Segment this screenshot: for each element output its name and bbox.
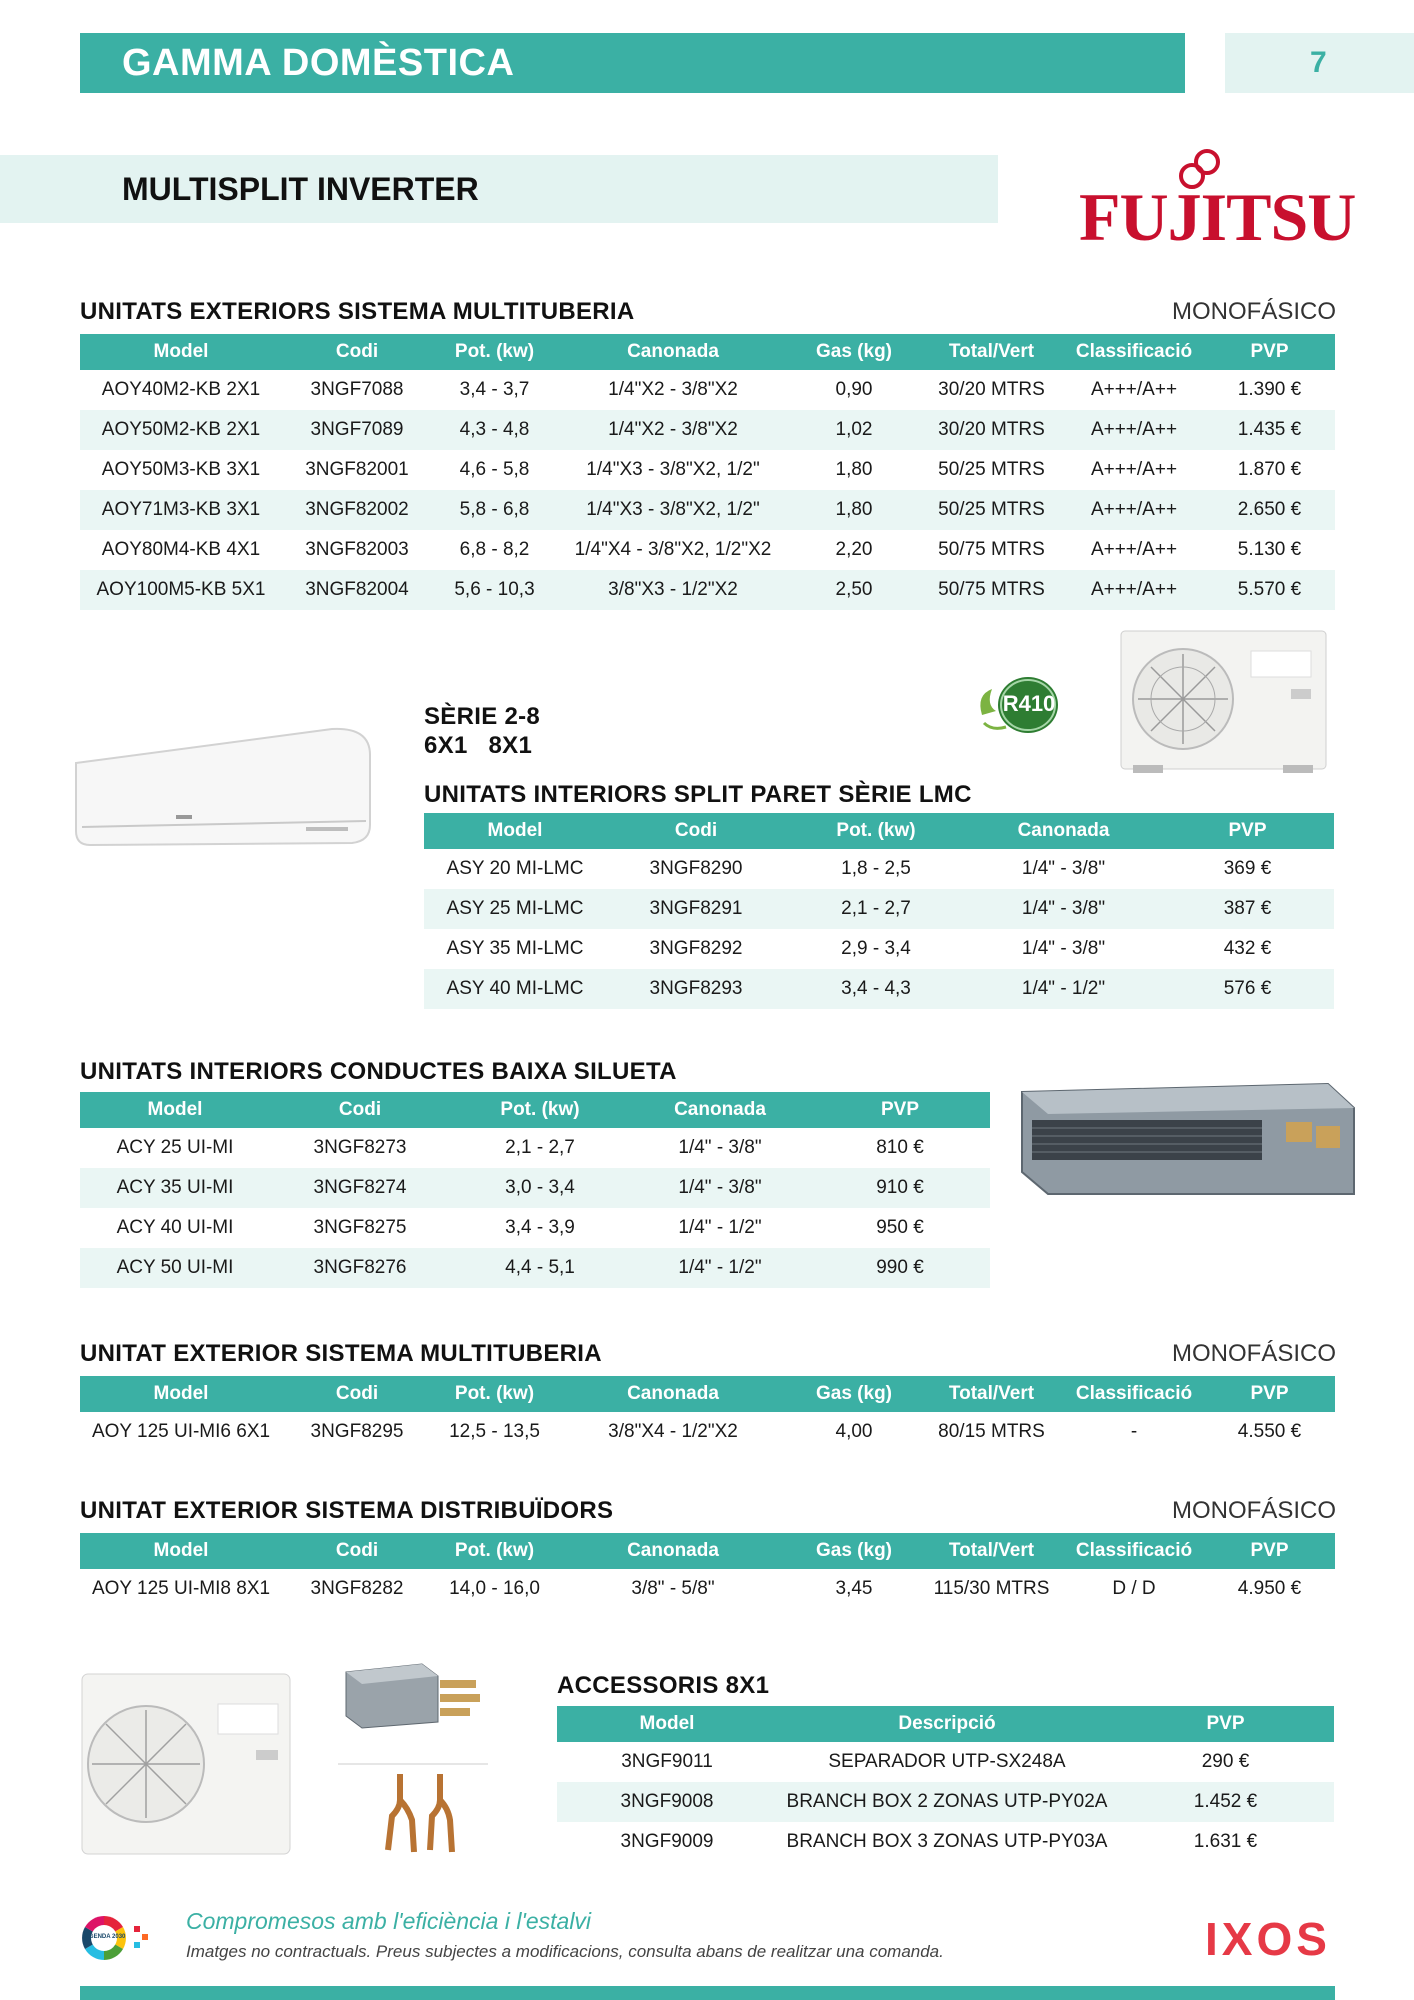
wall-split-image	[70, 715, 375, 865]
table-cell: 3,45	[835, 1578, 873, 1599]
table-cell: A+++/A++	[1064, 410, 1204, 450]
wall-split-table	[424, 813, 1334, 1009]
table-cell: 4,4 - 5,1	[450, 1248, 630, 1288]
table-cell: 1/4" - 1/2"	[630, 1248, 810, 1288]
col-header: Total/Vert	[919, 1533, 1064, 1569]
table-cell: 810 €	[876, 1137, 924, 1158]
table-cell: 30/20 MTRS	[938, 379, 1045, 400]
table-cell: 2,20	[835, 539, 873, 560]
table-cell: AOY71M3-KB 3X1	[80, 490, 282, 530]
col-header: Pot. (kw)	[432, 334, 557, 370]
col-header: PVP	[1204, 1533, 1335, 1569]
col-header: Total/Vert	[919, 1376, 1064, 1412]
table-cell: ASY 25 MI-LMC	[424, 889, 606, 929]
col-header: Codi	[606, 813, 786, 849]
table-cell: 115/30 MTRS	[933, 1578, 1050, 1599]
table-cell: 2,9 - 3,4	[841, 938, 911, 959]
table-cell: 50/25 MTRS	[919, 490, 1064, 530]
table-cell: 3NGF8282	[310, 1578, 404, 1599]
col-header: Codi	[270, 1092, 450, 1128]
col-header: Gas (kg)	[789, 1533, 919, 1569]
table-cell: 990 €	[810, 1248, 990, 1288]
table-cell: BRANCH BOX 3 ZONAS UTP-PY03A	[786, 1831, 1108, 1852]
col-header: Model	[80, 1533, 282, 1569]
table-cell: 50/75 MTRS	[919, 570, 1064, 610]
col-header: PVP	[1204, 1376, 1335, 1412]
col-header: PVP	[1117, 1706, 1334, 1742]
table-cell: 50/75 MTRS	[938, 539, 1045, 560]
section-title: MULTISPLIT INVERTER	[0, 155, 998, 223]
table-cell: 5,6 - 10,3	[432, 570, 557, 610]
col-header: Total/Vert	[919, 334, 1064, 370]
ducts-table	[80, 1092, 990, 1288]
r410-badge	[972, 675, 1064, 735]
table-cell: 3NGF8293	[606, 969, 786, 1009]
table-cell: AOY 125 UI-MI6 6X1	[91, 1421, 271, 1442]
outdoor-distrib-table	[80, 1533, 1335, 1609]
col-header: PVP	[810, 1092, 990, 1128]
table-row	[80, 530, 1335, 570]
table-row	[424, 929, 1334, 969]
table-cell: 4,6 - 5,8	[459, 459, 530, 480]
table-cell: 1/4" - 3/8"	[678, 1137, 762, 1158]
table-cell: 4,00	[835, 1421, 873, 1442]
table-cell: D / D	[1112, 1578, 1156, 1599]
col-header: Model	[424, 813, 606, 849]
table-row	[557, 1742, 1334, 1782]
table-cell: 30/20 MTRS	[919, 410, 1064, 450]
table-cell: 4,3 - 4,8	[432, 410, 557, 450]
table-cell: 1/4" - 3/8"	[966, 889, 1161, 929]
serie-line1: SÈRIE 2-8	[424, 703, 541, 730]
table-cell: AOY40M2-KB 2X1	[101, 379, 261, 400]
table-cell: 3NGF9008	[557, 1782, 777, 1822]
agenda-2030-label: AGENDA 2030	[84, 1934, 126, 1940]
table-cell: -	[1130, 1421, 1138, 1442]
col-header: Model	[80, 1092, 270, 1128]
table-cell: 12,5 - 13,5	[449, 1421, 540, 1442]
outdoor-unit-8x1-image	[76, 1668, 296, 1863]
col-header: Model	[80, 1376, 282, 1412]
table-cell: 1.631 €	[1193, 1831, 1258, 1852]
table-cell: 3/8" - 5/8"	[631, 1578, 715, 1599]
table-cell: ACY 35 UI-MI	[80, 1168, 270, 1208]
col-header: Classificació	[1064, 1376, 1204, 1412]
table-cell: A+++/A++	[1090, 379, 1178, 400]
table-cell: A+++/A++	[1064, 570, 1204, 610]
table-cell: 1/4"X3 - 3/8"X2, 1/2"	[586, 459, 760, 480]
table-row	[424, 889, 1334, 929]
col-header: Codi	[282, 334, 432, 370]
table-cell: AOY80M4-KB 4X1	[101, 539, 261, 560]
col-header: Canonada	[557, 334, 789, 370]
col-header: Model	[557, 1706, 777, 1742]
col-header: Pot. (kw)	[432, 1533, 557, 1569]
table-cell: 80/15 MTRS	[938, 1421, 1045, 1442]
table-cell: 1,02	[789, 410, 919, 450]
table-cell: SEPARADOR UTP-SX248A	[828, 1751, 1066, 1772]
footer-disclaimer: Imatges no contractuals. Preus subjectes a modificacions, consulta abans de realitzar una comanda.	[186, 1942, 944, 1961]
table-row	[80, 1168, 990, 1208]
table-cell: 1/4" - 1/2"	[678, 1217, 762, 1238]
outdoor-single-phase: MONOFÁSICO	[1172, 1340, 1337, 1367]
r410-label: R410	[1002, 691, 1056, 716]
separator-box-image	[342, 1658, 490, 1730]
table-cell: 3NGF8276	[270, 1248, 450, 1288]
table-cell: 3NGF8291	[606, 889, 786, 929]
col-header: PVP	[1204, 334, 1335, 370]
table-cell: 387 €	[1161, 889, 1334, 929]
table-cell: 3/8"X3 - 1/2"X2	[557, 570, 789, 610]
table-cell: 2,50	[789, 570, 919, 610]
table-cell: 0,90	[835, 379, 873, 400]
table-cell: 1/4"X3 - 3/8"X2, 1/2"	[557, 490, 789, 530]
outdoor-multi-table	[80, 334, 1335, 610]
table-row	[80, 1208, 990, 1248]
table-cell: 3NGF8295	[310, 1421, 404, 1442]
table-cell: 50/25 MTRS	[938, 459, 1045, 480]
table-cell: 3,4 - 3,7	[459, 379, 530, 400]
table-cell: BRANCH BOX 2 ZONAS UTP-PY02A	[777, 1782, 1117, 1822]
table-cell: 3,0 - 3,4	[450, 1168, 630, 1208]
table-cell: 950 €	[876, 1217, 924, 1238]
table-row	[80, 450, 1335, 490]
col-header: Gas (kg)	[789, 334, 919, 370]
table-cell: 3NGF8292	[649, 938, 743, 959]
table-cell: 3NGF9011	[621, 1751, 713, 1772]
table-cell: ASY 35 MI-LMC	[446, 938, 584, 959]
table-cell: 290 €	[1201, 1751, 1250, 1772]
table-cell: 1.870 €	[1237, 459, 1302, 480]
table-cell: 3NGF7089	[282, 410, 432, 450]
table-row	[557, 1822, 1334, 1862]
wall-split-title: UNITATS INTERIORS SPLIT PARET SÈRIE LMC	[424, 781, 972, 808]
table-row	[80, 1248, 990, 1288]
table-cell: 432 €	[1223, 938, 1272, 959]
table-cell: 3NGF82001	[305, 459, 409, 480]
serie-line2: 6X1 8X1	[424, 732, 533, 759]
table-cell: A+++/A++	[1090, 539, 1178, 560]
table-cell: 3,4 - 4,3	[786, 969, 966, 1009]
table-cell: 1/4" - 3/8"	[630, 1168, 810, 1208]
outdoor-multi-phase: MONOFÁSICO	[1172, 298, 1337, 325]
table-row	[80, 1412, 1335, 1452]
table-cell: 1/4" - 3/8"	[1021, 938, 1106, 959]
outdoor-distrib-title: UNITAT EXTERIOR SISTEMA DISTRIBUÏDORS	[80, 1497, 614, 1524]
table-cell: AOY 125 UI-MI8 8X1	[91, 1578, 271, 1599]
table-cell: 3NGF7088	[310, 379, 404, 400]
table-cell: AOY50M2-KB 2X1	[80, 410, 282, 450]
table-cell: A+++/A++	[1064, 490, 1204, 530]
outdoor-unit-image	[1113, 625, 1338, 775]
table-cell: 3NGF82002	[282, 490, 432, 530]
branch-pipes-image	[338, 1760, 488, 1860]
table-row	[80, 410, 1335, 450]
accessories-table	[557, 1706, 1334, 1862]
table-row	[424, 969, 1334, 1009]
table-row	[80, 1128, 990, 1168]
col-header: Pot. (kw)	[432, 1376, 557, 1412]
table-cell: 3NGF82004	[282, 570, 432, 610]
col-header: Classificació	[1064, 1533, 1204, 1569]
duct-unit-image	[1018, 1078, 1358, 1198]
footer-bar	[80, 1986, 1335, 2000]
fujitsu-logo	[1075, 140, 1356, 270]
table-cell: 1,80	[789, 490, 919, 530]
table-cell: A+++/A++	[1090, 459, 1178, 480]
ducts-title: UNITATS INTERIORS CONDUCTES BAIXA SILUETA	[80, 1058, 677, 1085]
table-cell: 1/4"X4 - 3/8"X2, 1/2"X2	[574, 539, 772, 560]
table-row	[557, 1782, 1334, 1822]
table-cell: 6,8 - 8,2	[459, 539, 530, 560]
col-header: Codi	[282, 1376, 432, 1412]
col-header: Canonada	[557, 1376, 789, 1412]
table-row	[80, 570, 1335, 610]
table-cell: 1.435 €	[1204, 410, 1335, 450]
table-row	[80, 370, 1335, 410]
col-header: PVP	[1161, 813, 1334, 849]
outdoor-distrib-phase: MONOFÁSICO	[1172, 1497, 1337, 1524]
table-cell: 1.390 €	[1237, 379, 1302, 400]
table-cell: 3,4 - 3,9	[505, 1217, 575, 1238]
table-cell: ACY 40 UI-MI	[116, 1217, 234, 1238]
table-cell: 3NGF8275	[313, 1217, 407, 1238]
page-number: 7	[1225, 33, 1414, 93]
table-row	[80, 1569, 1335, 1609]
table-cell: 1.452 €	[1117, 1782, 1334, 1822]
page-header-title: GAMMA DOMÈSTICA	[80, 33, 1185, 93]
table-cell: 5,8 - 6,8	[432, 490, 557, 530]
table-cell: 4.950 €	[1237, 1578, 1302, 1599]
outdoor-multi-title: UNITATS EXTERIORS SISTEMA MULTITUBERIA	[80, 298, 635, 325]
fujitsu-logo-text: FUJITSU	[1079, 179, 1356, 255]
table-cell: 1,80	[835, 459, 873, 480]
table-cell: AOY100M5-KB 5X1	[80, 570, 282, 610]
col-header: Classificació	[1064, 334, 1204, 370]
table-cell: ACY 50 UI-MI	[80, 1248, 270, 1288]
table-cell: 1,8 - 2,5	[841, 858, 911, 879]
table-cell: 1/4"X2 - 3/8"X2	[557, 410, 789, 450]
table-cell: 1/4" - 1/2"	[966, 969, 1161, 1009]
outdoor-single-title: UNITAT EXTERIOR SISTEMA MULTITUBERIA	[80, 1340, 602, 1367]
agenda-2030-logo	[78, 1912, 158, 1964]
table-cell: 3NGF8273	[313, 1137, 407, 1158]
table-cell: AOY50M3-KB 3X1	[101, 459, 261, 480]
table-cell: 5.130 €	[1237, 539, 1302, 560]
outdoor-single-table	[80, 1376, 1335, 1452]
table-cell: 2.650 €	[1204, 490, 1335, 530]
col-header: Canonada	[966, 813, 1161, 849]
table-cell: 2,1 - 2,7	[786, 889, 966, 929]
table-cell: 3/8"X4 - 1/2"X2	[608, 1421, 738, 1442]
table-cell: 3NGF8274	[270, 1168, 450, 1208]
col-header: Descripció	[777, 1706, 1117, 1742]
table-cell: 4.550 €	[1237, 1421, 1302, 1442]
table-cell: 5.570 €	[1204, 570, 1335, 610]
col-header: Canonada	[630, 1092, 810, 1128]
ixos-logo: IXOS	[1205, 1913, 1331, 1965]
table-cell: ACY 25 UI-MI	[116, 1137, 234, 1158]
table-cell: 2,1 - 2,7	[505, 1137, 575, 1158]
footer-tagline: Compromesos amb l'eficiència i l'estalvi	[186, 1908, 592, 1934]
table-cell: 3NGF82003	[305, 539, 409, 560]
table-cell: 3NGF9009	[620, 1831, 714, 1852]
table-cell: 369 €	[1223, 858, 1272, 879]
col-header: Pot. (kw)	[450, 1092, 630, 1128]
col-header: Codi	[282, 1533, 432, 1569]
col-header: Model	[80, 334, 282, 370]
table-cell: 576 €	[1161, 969, 1334, 1009]
col-header: Canonada	[557, 1533, 789, 1569]
col-header: Gas (kg)	[789, 1376, 919, 1412]
accessories-title: ACCESSORIS 8X1	[557, 1672, 770, 1699]
table-cell: ASY 40 MI-LMC	[424, 969, 606, 1009]
table-cell: 14,0 - 16,0	[449, 1578, 540, 1599]
table-cell: 910 €	[810, 1168, 990, 1208]
table-cell: 1/4" - 3/8"	[1021, 858, 1106, 879]
col-header: Pot. (kw)	[786, 813, 966, 849]
table-cell: 1/4"X2 - 3/8"X2	[608, 379, 738, 400]
table-row	[424, 849, 1334, 889]
table-cell: ASY 20 MI-LMC	[446, 858, 584, 879]
table-row	[80, 490, 1335, 530]
table-cell: 3NGF8290	[649, 858, 743, 879]
